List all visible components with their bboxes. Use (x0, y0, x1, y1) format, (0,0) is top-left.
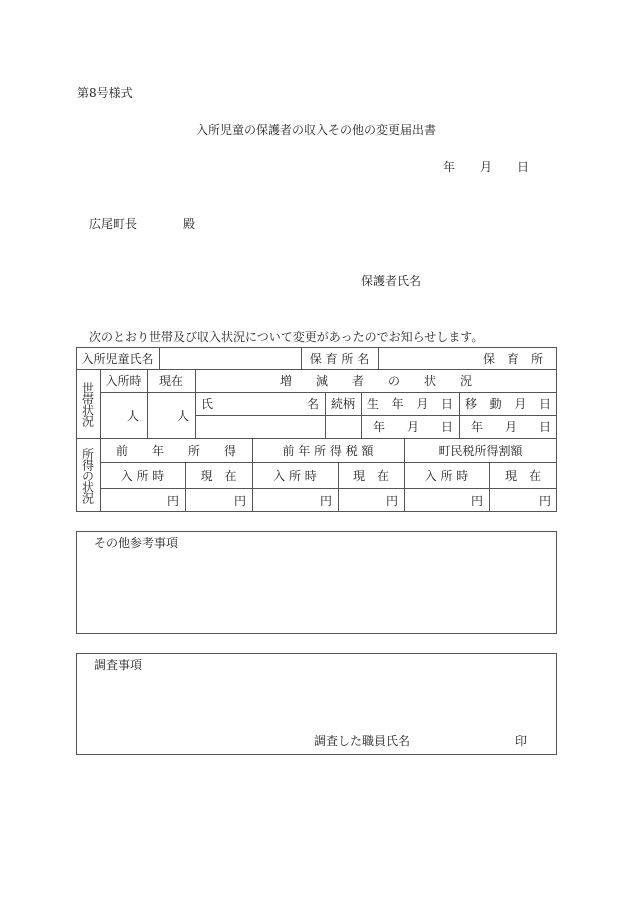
form-number: 第8号様式 (77, 86, 133, 100)
income-at-admission-header: 入 所 時 (120, 468, 165, 483)
town-tax-current-header: 現 在 (504, 468, 541, 483)
income-at-admission-field[interactable]: 円 (166, 493, 179, 508)
change-header: 増 減 者 の 状 況 (279, 374, 472, 388)
household-at-admission-count[interactable] (100, 392, 147, 438)
income-section-label: 所得の状況 (80, 447, 95, 503)
investigation-label: 調査事項 (94, 658, 143, 672)
household-section-label: 世帯状況 (80, 381, 95, 426)
date-year: 年 (443, 160, 456, 174)
date-day: 日 (517, 160, 530, 174)
seal-mark: 印 (515, 734, 528, 748)
name-header: 氏 名 (201, 397, 319, 411)
town-tax-at-admission-header: 入 所 時 (424, 468, 469, 483)
relation-header: 続柄 (330, 397, 355, 411)
honorific: 殿 (183, 217, 196, 231)
guardian-name-label: 保護者氏名 (361, 274, 422, 288)
investigation-box[interactable] (76, 653, 557, 755)
investigating-staff-label: 調査した職員氏名 (314, 734, 411, 748)
persons-unit: 人 (126, 408, 139, 423)
tax-current-header: 現 在 (352, 468, 389, 483)
nursery-suffix: 保 育 所 (482, 351, 543, 366)
document-title: 入所児童の保護者の収入その他の変更届出書 (196, 123, 437, 137)
household-at-admission-header: 入所時 (105, 374, 142, 388)
town-tax-income-header: 町民税所得割額 (438, 443, 523, 458)
tax-current-field[interactable]: 円 (385, 493, 398, 508)
persons-unit: 人 (176, 408, 189, 423)
birth-date-header: 生 年 月 日 (367, 397, 453, 411)
town-tax-current-field[interactable]: 円 (538, 493, 551, 508)
tax-at-admission-field[interactable]: 円 (319, 493, 332, 508)
member-birth-date-field[interactable]: 年 月 日 (372, 420, 453, 434)
nursery-name-field[interactable] (379, 347, 557, 369)
move-date-header: 移 動 月 日 (465, 397, 551, 411)
date-month: 月 (480, 160, 493, 174)
household-current-count[interactable] (147, 392, 195, 438)
intro-text: 次のとおり世帯及び収入状況について変更があったのでお知らせします。 (89, 330, 484, 344)
income-current-header: 現 在 (200, 468, 237, 483)
member-move-date-field[interactable]: 年 月 日 (470, 420, 551, 434)
member-name-field[interactable] (195, 415, 325, 438)
remarks-label: その他参考事項 (94, 536, 179, 550)
remarks-box[interactable] (76, 531, 557, 634)
child-name-field[interactable] (160, 347, 301, 369)
town-tax-at-admission-field[interactable]: 円 (470, 493, 483, 508)
prev-year-income-tax-header: 前 年 所 得 税 額 (282, 443, 374, 458)
household-current-header: 現在 (158, 374, 183, 388)
child-name-label: 入所児童氏名 (81, 351, 154, 366)
prev-year-income-header: 前 年 所 得 (115, 443, 236, 458)
addressee: 広尾町長 (89, 217, 138, 231)
income-current-field[interactable]: 円 (233, 493, 246, 508)
member-relation-field[interactable] (325, 415, 361, 438)
tax-at-admission-header: 入 所 時 (273, 468, 317, 483)
nursery-name-label: 保 育 所 名 (309, 351, 370, 366)
